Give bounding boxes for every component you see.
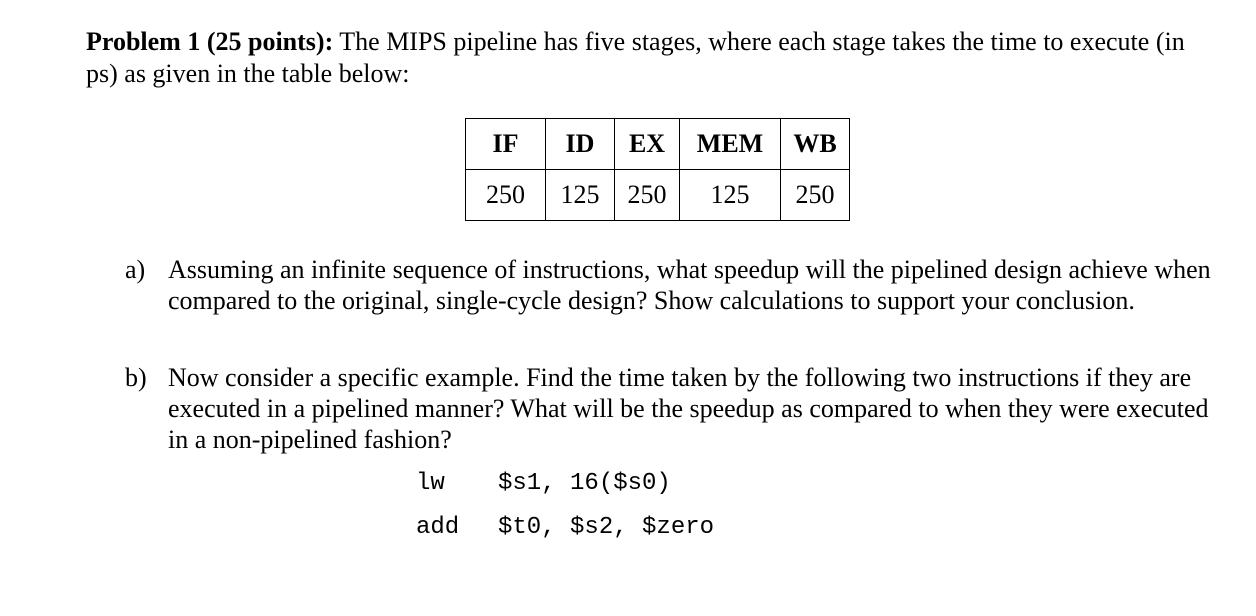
table-row [466,170,850,221]
table-cell: 250 [466,170,546,221]
table-cell: 250 [615,170,680,221]
table-cell: 125 [546,170,615,221]
table-header-cell: EX [615,119,680,170]
question-label: a) [125,255,146,284]
table-cell: 125 [680,170,781,221]
table-cell: 250 [781,170,850,221]
table-header-cell: MEM [680,119,781,170]
table-header-cell: ID [546,119,615,170]
code-opcode: lw [416,470,445,497]
code-operands: $t0, $s2, $zero [498,514,715,541]
question-text: Assuming an infinite sequence of instructions, what speedup will the pipelined design achieve when compared to the original, single-cycle design? Show calculations to support your conclusion. [168,255,1211,315]
question-text: Now consider a specific example. Find the time taken by the following two instructions if they are executed in a pipelined manner? What will be the speedup as compared to when they were executed in a non-pipelined fashion? [168,363,1209,454]
table-header-row [466,119,850,170]
problem-heading: Problem 1 (25 points): [86,27,334,56]
table-header-cell: WB [781,119,850,170]
question-label: b) [125,363,147,392]
stage-time-table [465,118,850,221]
problem-statement [86,26,1196,90]
table-header-cell: IF [466,119,546,170]
code-operands: $s1, 16($s0) [498,470,671,497]
code-opcode: add [416,514,460,541]
problem-intro: The MIPS pipeline has five stages, where each stage takes the time to execute (in ps) as given in the table below: [86,27,1185,88]
